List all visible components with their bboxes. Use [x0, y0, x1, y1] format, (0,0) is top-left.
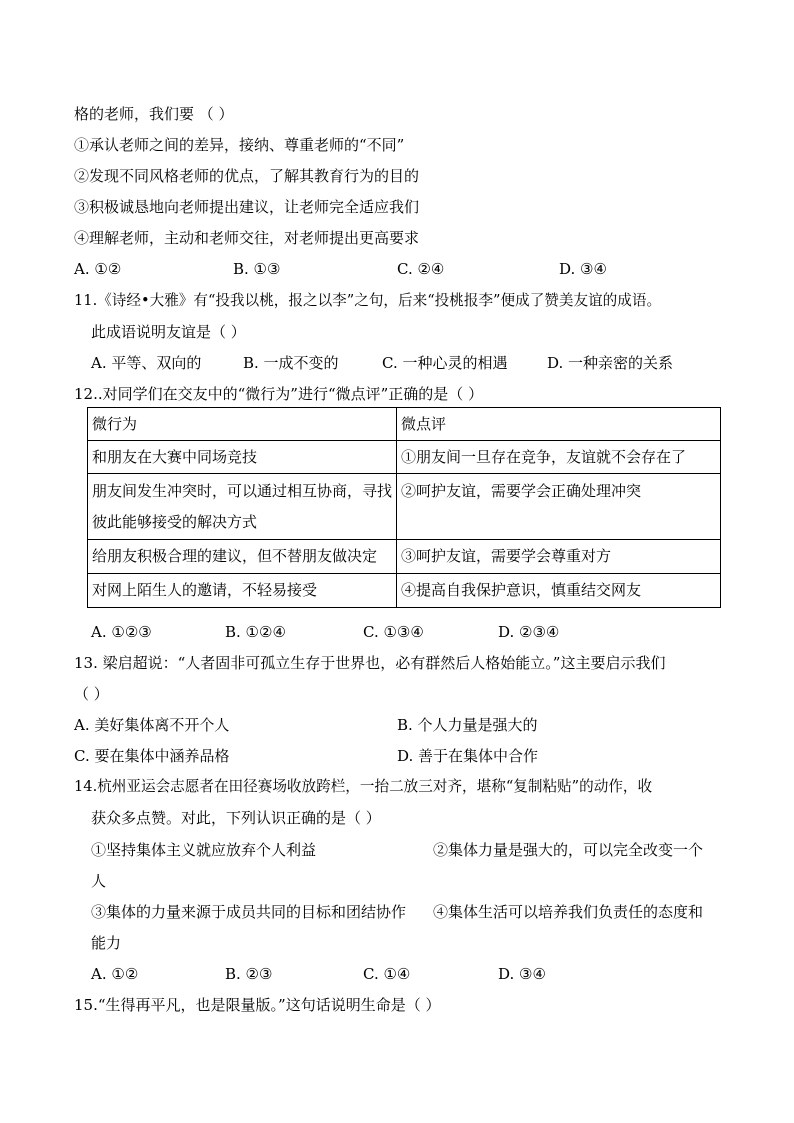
q14-item-4-cont: 能力	[91, 934, 122, 952]
q15-stem: 15.“生得再平凡，也是限量版。”这句话说明生命是（ ）	[74, 996, 441, 1014]
q14-option-a[interactable]: A. ①②	[91, 965, 139, 983]
q13-stem-line1: 13. 梁启超说：“人者固非可孤立生存于世界也，必有群然后人格始能立。”这主要启示我们	[74, 654, 666, 672]
q10-item-2: ②发现不同风格老师的优点，了解其教育行为的目的	[74, 167, 420, 185]
table-row	[88, 540, 721, 574]
q14-item-4: ④集体生活可以培养我们负责任的态度和	[433, 903, 704, 921]
table-cell: ③呵护友谊，需要学会尊重对方	[397, 540, 721, 574]
q13-stem-line2: （ ）	[74, 685, 109, 703]
table-row	[88, 441, 721, 474]
table-cell: 朋友间发生冲突时，可以通过相互协商，寻找彼此能够接受的解决方式	[88, 474, 397, 540]
q12-stem: 12..对同学们在交友中的“微行为”进行“微点评”正确的是（ ）	[74, 385, 484, 403]
q10-item-4: ④理解老师，主动和老师交往，对老师提出更高要求	[74, 229, 420, 247]
q10-option-c[interactable]: C. ②④	[397, 260, 445, 278]
q14-option-d[interactable]: D. ③④	[498, 965, 546, 983]
q11-stem-line1: 11.《诗经•大雅》有“投我以桃，报之以李”之句，后来“投桃报李”便成了赞美友谊的成语。	[74, 292, 662, 309]
q12-table	[87, 407, 721, 608]
q12-option-a[interactable]: A. ①②③	[91, 623, 152, 641]
q14-item-2-cont: 人	[91, 872, 107, 890]
q11-stem-line2: 此成语说明友谊是（ ）	[91, 323, 246, 341]
q10-option-b[interactable]: B. ①③	[233, 260, 281, 278]
table-cell: 对网上陌生人的邀请，不轻易接受	[88, 574, 397, 608]
q12-option-c[interactable]: C. ①③④	[363, 623, 424, 641]
q14-option-b[interactable]: B. ②③	[225, 965, 273, 983]
q10-stem: 格的老师，我们要 （ ）	[74, 105, 234, 123]
table-cell: ②呵护友谊，需要学会正确处理冲突	[397, 474, 721, 540]
table-row	[88, 574, 721, 608]
table-cell: ④提高自我保护意识，慎重结交网友	[397, 574, 721, 608]
q12-table-header-behavior: 微行为	[88, 408, 397, 441]
q12-option-b[interactable]: B. ①②④	[225, 623, 286, 641]
q11-option-a[interactable]: A. 平等、双向的	[91, 354, 202, 372]
table-cell: 和朋友在大赛中同场竞技	[88, 441, 397, 474]
q13-option-c[interactable]: C. 要在集体中涵养品格	[74, 747, 230, 765]
q13-option-d[interactable]: D. 善于在集体中合作	[397, 747, 539, 765]
q14-item-1: ①坚持集体主义就应放弃个人利益	[91, 841, 317, 859]
table-row	[88, 474, 721, 540]
q12-table-header-row	[88, 408, 721, 441]
q10-item-3: ③积极诚恳地向老师提出建议，让老师完全适应我们	[74, 198, 420, 216]
q13-option-a[interactable]: A. 美好集体离不开个人	[74, 716, 230, 734]
q10-item-1: ①承认老师之间的差异，接纳、尊重老师的“不同”	[74, 136, 405, 154]
q12-option-d[interactable]: D. ②③④	[498, 623, 560, 641]
table-cell: 给朋友积极合理的建议，但不替朋友做决定	[88, 540, 397, 574]
q14-option-c[interactable]: C. ①④	[363, 965, 411, 983]
q14-item-2: ②集体力量是强大的，可以完全改变一个	[433, 841, 704, 859]
q13-option-b[interactable]: B. 个人力量是强大的	[397, 716, 538, 734]
q11-option-c[interactable]: C. 一种心灵的相遇	[382, 354, 508, 372]
q10-option-d[interactable]: D. ③④	[559, 260, 607, 278]
q11-option-d[interactable]: D. 一种亲密的关系	[547, 354, 674, 372]
q14-stem-line1: 14.杭州亚运会志愿者在田径赛场收放跨栏，一抬二放三对齐，堪称“复制粘贴”的动作，收	[74, 778, 653, 795]
q12-table-header-comment: 微点评	[397, 408, 721, 441]
q10-option-a[interactable]: A. ①②	[74, 260, 122, 278]
q14-item-3: ③集体的力量来源于成员共同的目标和团结协作	[91, 903, 407, 921]
table-cell: ①朋友间一旦存在竞争，友谊就不会存在了	[397, 441, 721, 474]
q14-stem-line2: 获众多点赞。对此，下列认识正确的是（ ）	[91, 809, 381, 827]
q11-option-b[interactable]: B. 一成不变的	[243, 354, 339, 372]
